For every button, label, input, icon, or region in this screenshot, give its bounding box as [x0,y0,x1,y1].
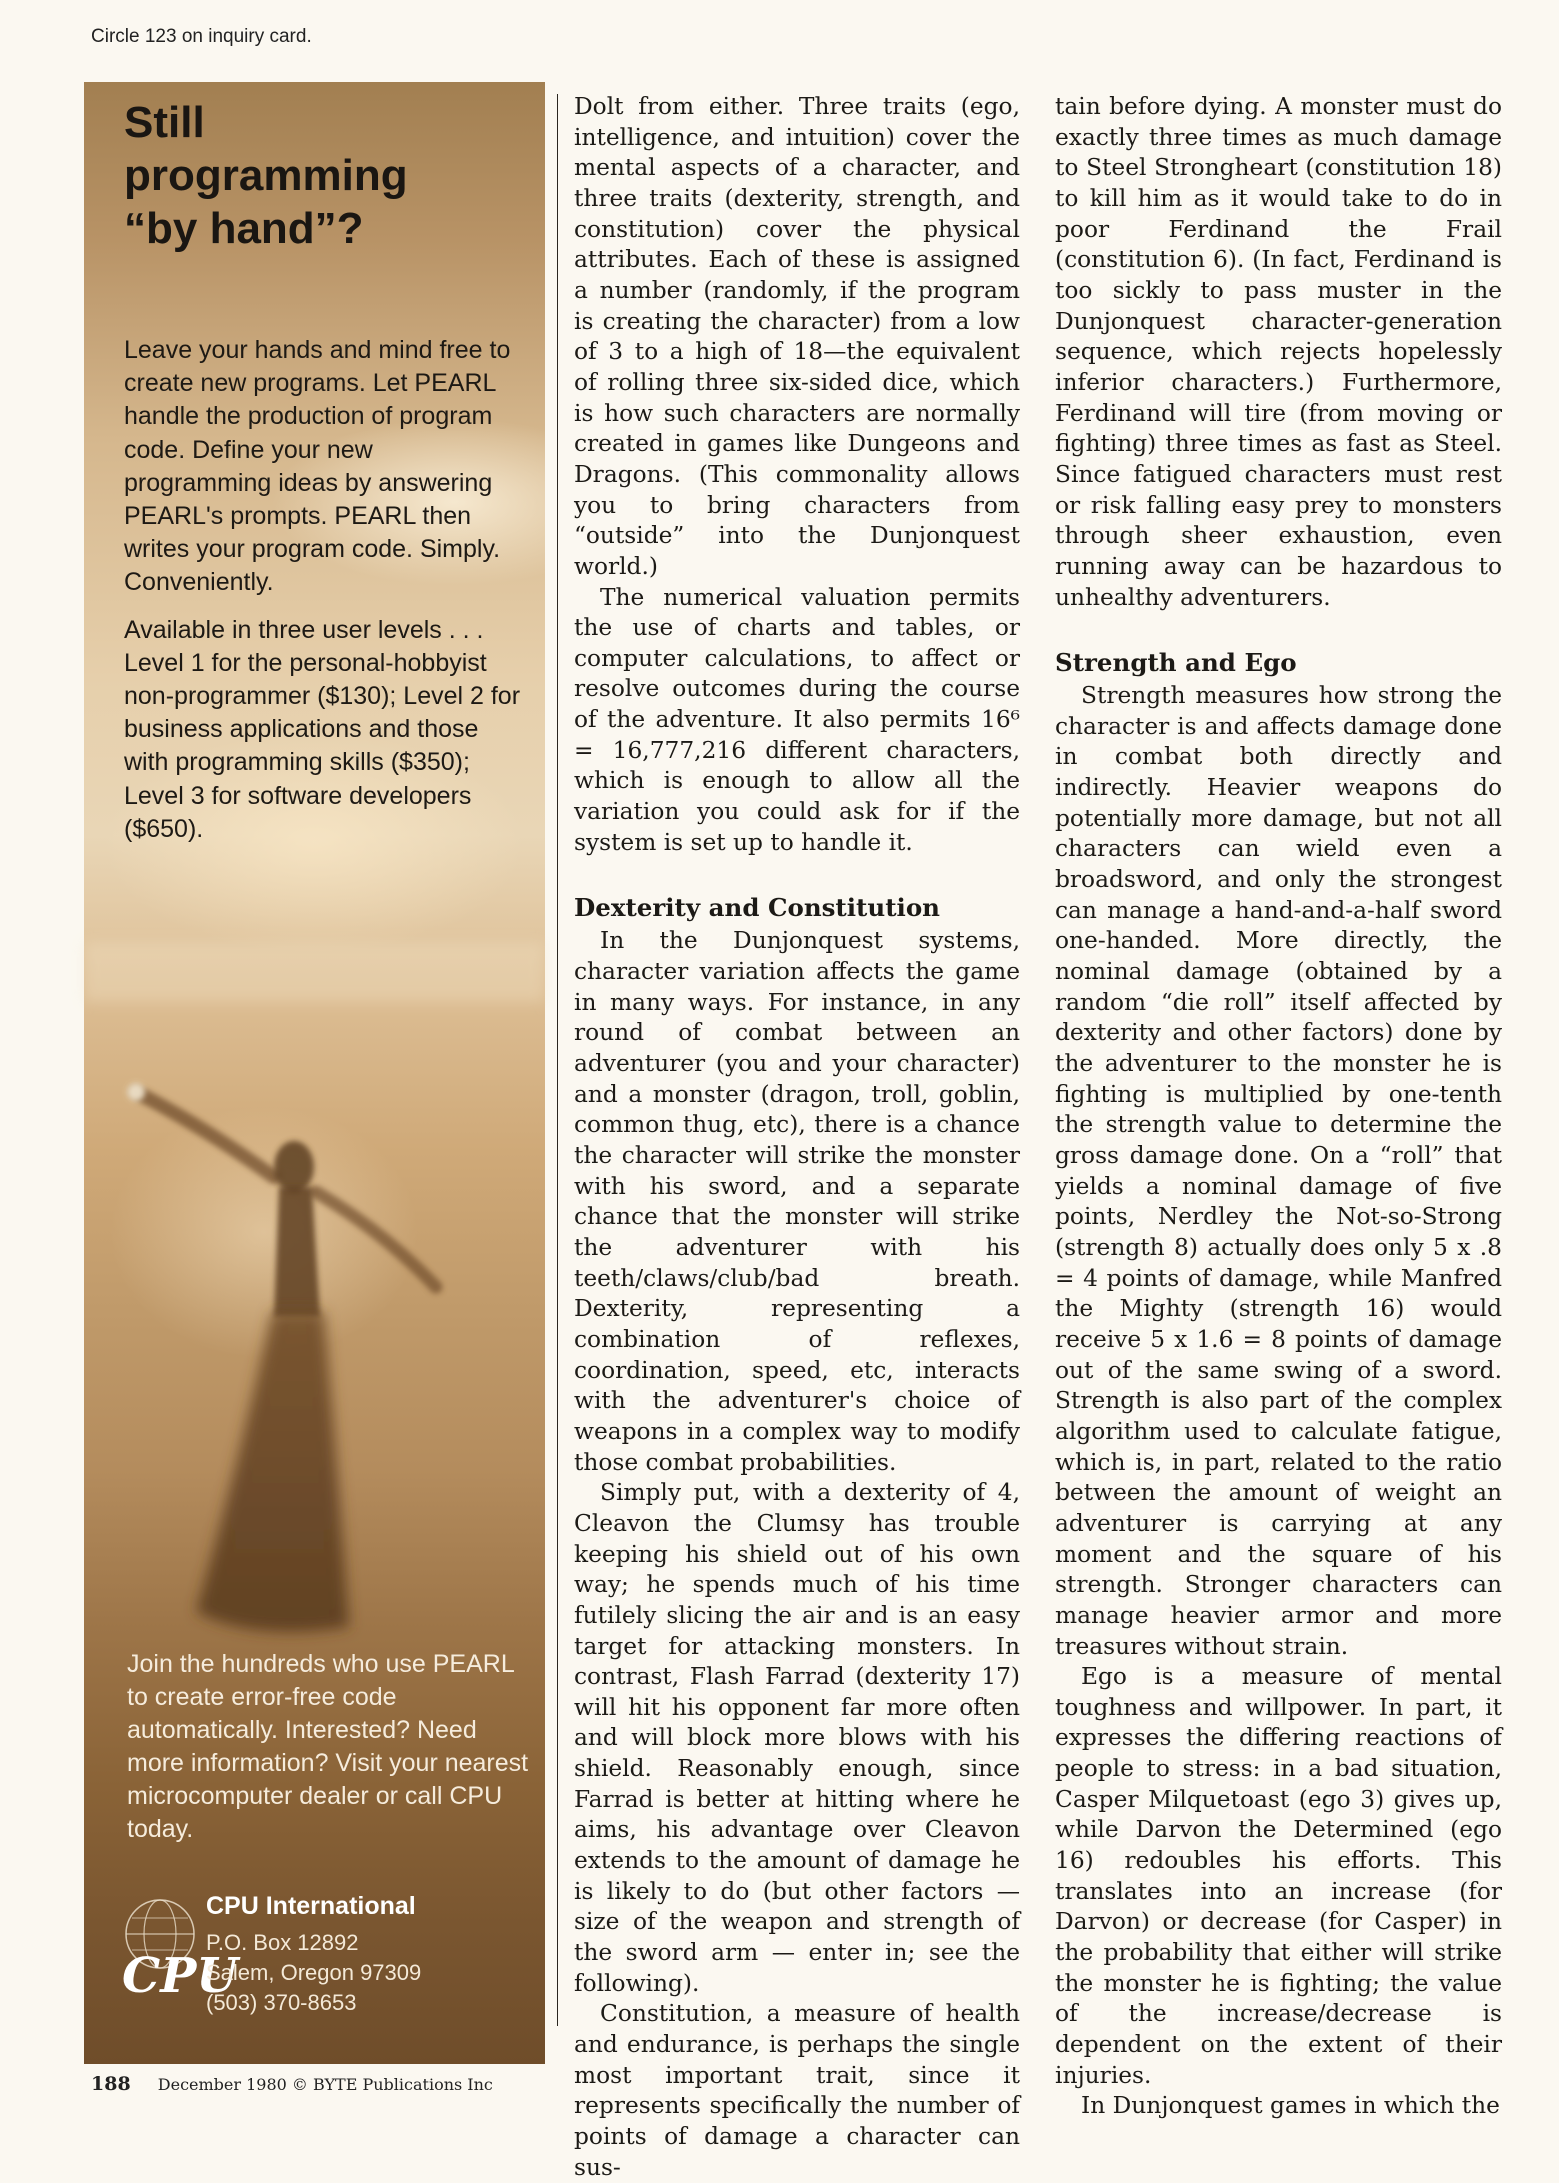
section-heading: Strength and Ego [1055,648,1297,678]
ad-footer-text: Join the hundreds who use PEARL to create error-free code automatically. Interested? Need more information? Visit your nearest microcomputer dealer or call CPU today. [127,1650,529,1843]
article-paragraph: Dolt from either. Three traits (ego, intelligence, and intuition) cover the mental aspects of a character, and three traits (dexterity, strength, and constitution) cover the physical attributes. Each of these is assigned a number (randomly, if the program is creating the character) from a low of 3 to a high of 18—the equivalent of rolling three six-sided dice, which is how such characters are normally created in games like Dungeons and Dragons. (This commonality allows you to bring characters from “outside” into the Dunjonquest world.) [574,93,1020,580]
article-column-1 [574,92,1020,2183]
ad-headline-line: programming [124,151,408,200]
page-footer [91,2073,493,2095]
company-city: Salem, Oregon 97309 [206,1960,422,1985]
article-column-2 [1055,92,1502,2122]
company-address [206,1928,421,2018]
inquiry-card-note: Circle 123 on inquiry card. [91,26,312,47]
ad-paragraph: Leave your hands and mind free to create new programs. Let PEARL handle the production of program code. Define your new programming ideas by answering PEARL's prompts. PEARL then writes your program code. Simply. Conveniently. [124,336,511,597]
article-paragraph: tain before dying. A monster must do exactly three times as much damage to Steel Strongheart (constitution 18) to kill him as it would take to do in poor Ferdinand the Frail (constitution 6). (In fact, Ferdinand is too sickly to pass muster in the Dunjonquest character-generation sequence, which rejects hopelessly inferior characters.) Furthermore, Ferdinand will tire (from moving or fighting) three times as fast as Steel. Since fatigued characters must rest or risk falling easy prey to monsters through sheer exhaustion, even running away can be hazardous to unhealthy adventurers. [1055,93,1502,611]
section-heading: Dexterity and Constitution [574,893,940,923]
company-contact-block [112,1892,532,2032]
column-divider-rule [557,94,558,2026]
article-paragraph: The numerical valuation permits the use of charts and tables, or computer calculations, to affect or resolve outcomes during the course of the adventure. It also permits 16⁶ = 16,777,216 different characters, which is enough to allow all the variation you could ask for if the system is set up to handle it. [574,583,1020,856]
article-paragraph: Ego is a measure of mental toughness and willpower. In part, it expresses the differing reactions of people to stress: in a bad situation, Casper Milquetoast (ego 3) gives up, while Darvon the Determined (ego 16) redoubles his efforts. This translates into an increase (for Darvon) or decrease (for Casper) in the probability that either will strike the monster he is fighting; the value of the increase/decrease is dependent on the extent of their injuries. [1055,1663,1502,2089]
article-paragraph: Strength measures how strong the character is and affects damage done in combat both directly and indirectly. Heavier weapons do potentially more damage, but not all characters can wield even a broadsword, and only the strongest can manage a hand-and-a-half sword one-handed. More directly, the nominal damage (obtained by a random “die roll” itself affected by dexterity and other factors) done by the adventurer to the monster he is fighting is multiplied by one-tenth the strength value to determine the gross damage done. On a “roll” that yields a nominal damage of five points, Nerdley the Not-so-Strong (strength 8) actually does only 5 x .8 = 4 points of damage, while Manfred the Mighty (strength 16) would receive 5 x 1.6 = 8 points of damage out of the same swing of a sword. Strength is also part of the complex algorithm used to calculate fatigue, which is, in part, related to the ratio between the amount of weight an adventurer is carrying at any moment and the square of his strength. Stronger characters can manage heavier armor and more treasures without strain. [1055,682,1502,1660]
ad-headline [124,96,408,255]
company-phone: (503) 370-8653 [206,1990,357,2015]
article-paragraph: In Dunjonquest games in which the [1081,2092,1500,2120]
article-paragraph: In the Dunjonquest systems, character variation affects the game in many ways. For instance, in any round of combat between an adventurer (you and your character) and a monster (dragon, troll, goblin, common thug, etc), there is a chance the character will strike the monster with his sword, and a separate chance that the monster will strike the adventurer with his teeth/claws/club/bad breath. Dexterity, representing a combination of reflexes, coordination, speed, etc, interacts with the adventurer's choice of weapons in a complex way to modify those combat probabilities. [574,927,1020,1476]
pearl-advertisement [84,82,545,2064]
article-paragraph: Constitution, a measure of health and endurance, is perhaps the single most important trait, since it represents specifically the number of points of damage a character can sus- [574,2000,1020,2181]
ad-headline-line: Still [124,98,205,147]
page-number: 188 [91,2073,131,2095]
article-paragraph: Simply put, with a dexterity of 4, Cleavon the Clumsy has trouble keeping his shield out of his own way; he spends much of his time futilely slicing the air and is an easy target for attacking monsters. In contrast, Flash Farrad (dexterity 17) will hit his opponent far more often and will block more blows with his shield. Reasonably enough, since Farrad is better at hitting where he aims, his advantage over Cleavon extends to the amount of damage he is likely to do (but other factors — size of the weapon and strength of the sword arm — enter in; see the following). [574,1479,1020,1997]
ad-call-to-action [127,1648,537,1846]
ad-paragraph: Available in three user levels . . . Level 1 for the personal-hobbyist non-programmer ($130); Level 2 for business applications and those with programming skills ($350); Level 3 for software developers ($650). [124,615,521,843]
ad-headline-line: “by hand”? [124,204,364,253]
cpu-logo-lettering: CPU [122,1948,239,2004]
company-name: CPU International [206,1892,416,1920]
company-po-box: P.O. Box 12892 [206,1930,359,1955]
ad-body-copy [124,334,524,860]
footer-credit: December 1980 © BYTE Publications Inc [157,2075,493,2094]
